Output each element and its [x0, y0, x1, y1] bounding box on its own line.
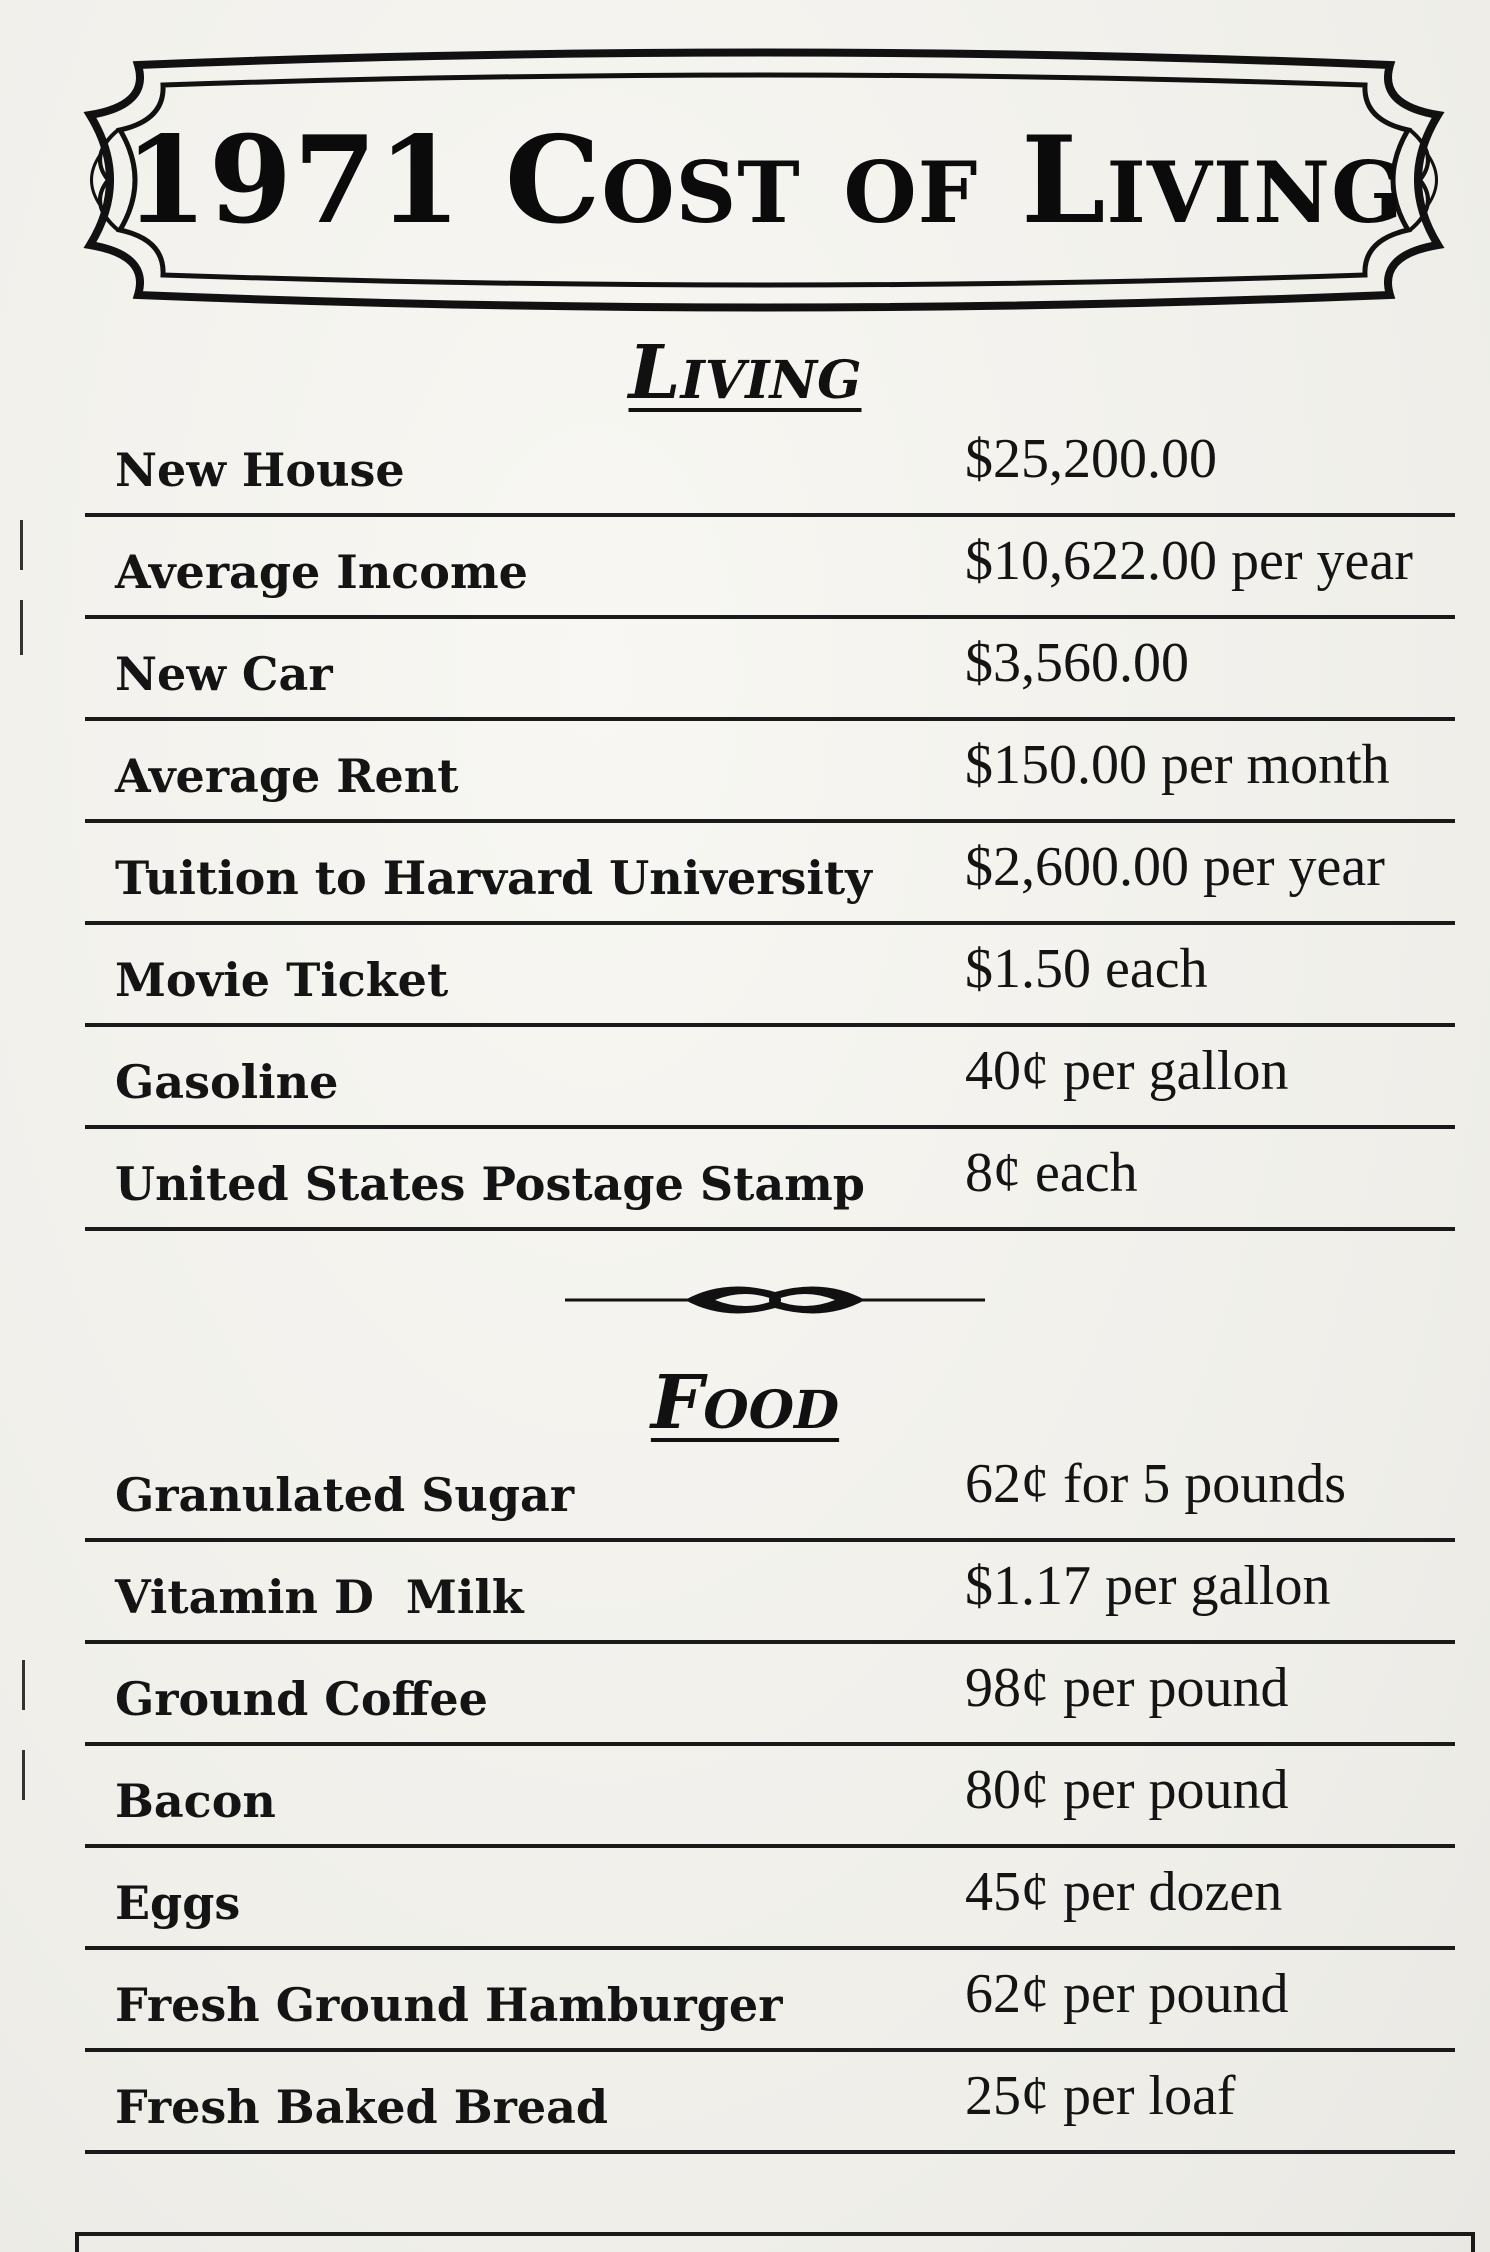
item-price: $150.00 per month	[965, 734, 1390, 796]
table-row	[85, 1950, 1455, 2052]
item-label: Ground Coffee	[115, 1672, 488, 1726]
item-price: 98¢ per pound	[965, 1657, 1289, 1719]
item-label: Granulated Sugar	[115, 1468, 575, 1522]
item-price: $25,200.00	[965, 428, 1217, 490]
page-title: 1971 Cost of Living	[124, 109, 1404, 251]
title-banner	[78, 45, 1450, 315]
item-label: Bacon	[115, 1774, 276, 1828]
item-label: Fresh Baked Bread	[115, 2080, 609, 2134]
item-price: 25¢ per loaf	[965, 2065, 1236, 2127]
bottom-box-edge	[75, 2232, 1475, 2252]
item-price: 40¢ per gallon	[965, 1040, 1289, 1102]
item-label: Eggs	[115, 1876, 241, 1930]
margin-mark	[20, 520, 23, 570]
item-price: 62¢ for 5 pounds	[965, 1453, 1347, 1515]
food-table	[85, 1440, 1455, 2154]
table-row	[85, 1027, 1455, 1129]
item-price: $1.50 each	[965, 938, 1208, 1000]
table-row	[85, 517, 1455, 619]
item-price: $1.17 per gallon	[965, 1555, 1331, 1617]
item-price: $2,600.00 per year	[965, 836, 1385, 898]
item-price: $3,560.00	[965, 632, 1189, 694]
item-label: New Car	[115, 647, 333, 701]
table-row	[85, 415, 1455, 517]
living-table	[85, 415, 1455, 1231]
table-row	[85, 1746, 1455, 1848]
item-label: Tuition to Harvard University	[115, 851, 872, 905]
item-price: 80¢ per pound	[965, 1759, 1289, 1821]
table-row	[85, 823, 1455, 925]
table-row	[85, 721, 1455, 823]
section-heading-food: Food	[650, 1360, 840, 1446]
item-price: 62¢ per pound	[965, 1963, 1289, 2025]
item-label: Vitamin D Milk	[115, 1570, 524, 1624]
table-row	[85, 1644, 1455, 1746]
table-row	[85, 1440, 1455, 1542]
margin-mark	[22, 1750, 25, 1800]
item-price: 45¢ per dozen	[965, 1861, 1283, 1923]
section-heading-living: Living	[628, 330, 862, 416]
table-row	[85, 2052, 1455, 2154]
table-row	[85, 1542, 1455, 1644]
item-label: United States Postage Stamp	[115, 1157, 865, 1211]
ornamental-divider-icon	[565, 1270, 985, 1330]
item-label: Average Rent	[115, 749, 459, 803]
margin-mark	[22, 1660, 25, 1710]
table-row	[85, 619, 1455, 721]
item-price: 8¢ each	[965, 1142, 1138, 1204]
item-label: Gasoline	[115, 1055, 339, 1109]
item-label: New House	[115, 443, 405, 497]
table-row	[85, 925, 1455, 1027]
item-label: Fresh Ground Hamburger	[115, 1978, 783, 2032]
table-row	[85, 1848, 1455, 1950]
item-label: Movie Ticket	[115, 953, 449, 1007]
item-label: Average Income	[115, 545, 528, 599]
item-price: $10,622.00 per year	[965, 530, 1413, 592]
table-row	[85, 1129, 1455, 1231]
margin-mark	[20, 600, 23, 655]
